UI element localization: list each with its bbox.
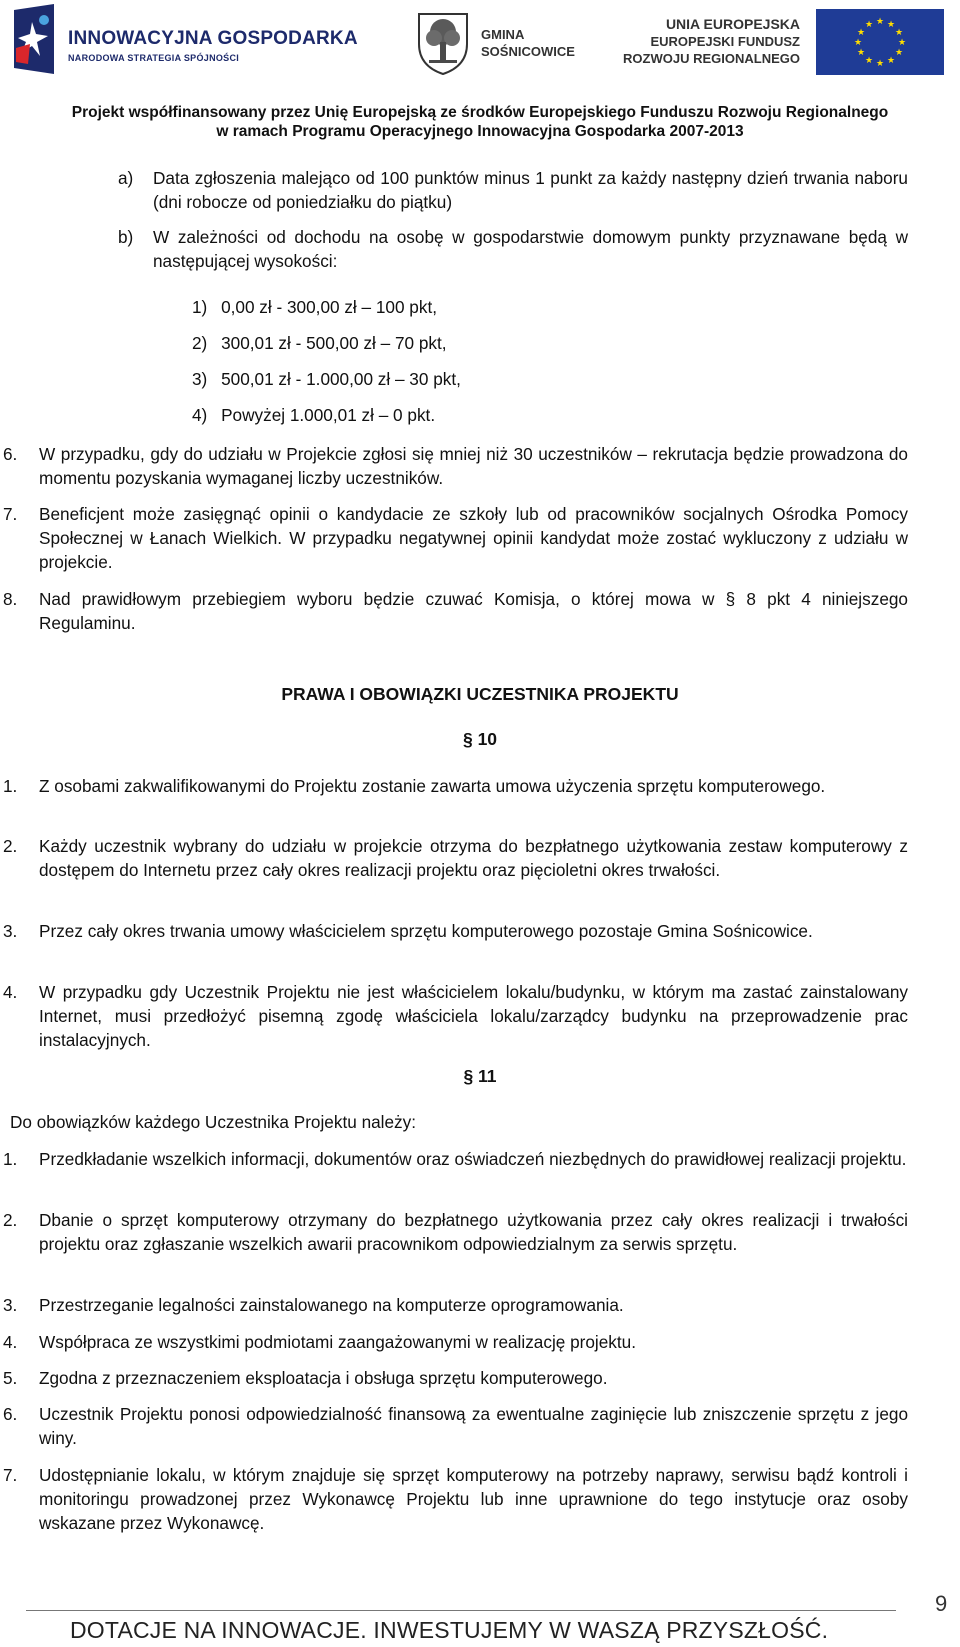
svg-text:★: ★ [886,20,896,30]
list-item [3,587,908,635]
list-item [3,442,908,490]
list-item-text: Z osobami zakwalifikowanymi do Projektu zostanie zawarta umowa użyczenia sprzętu komputerowego. [39,776,826,796]
ig-logo-subtitle: NARODOWA STRATEGIA SPÓJNOŚCI [68,53,240,63]
sub-item [118,225,908,273]
innowacyjna-gospodarka-logo [10,4,358,78]
header-caption-line2: w ramach Programu Operacyjnego Innowacyjna Gospodarka 2007-2013 [216,123,744,140]
list-item-number: 7. [3,1465,18,1485]
section-heading: PRAWA I OBOWIĄZKI UCZESTNIKA PROJEKTU [281,684,679,704]
income-item-label: 3) [192,369,208,389]
eu-logo-line1: UNIA EUROPEJSKA [665,16,800,32]
list-item [3,1208,908,1256]
list-item [3,919,908,943]
income-item-label: 4) [192,405,208,425]
list-item-number: 4. [3,1332,18,1352]
eu-logo [623,8,948,78]
ig-emblem-icon [10,4,60,76]
list-item [3,774,908,798]
list-item-number: 8. [3,589,18,609]
section-11-marker: § 11 [463,1066,497,1086]
list-item-text: Beneficjent może zasięgnąć opinii o kandydacie ze szkoły lub od pracowników socjalnych Ośrodka Pomocy Społecznej w Łanach Wielkich. W przypadku negatywnej opinii kandydat może zostać wykluczony z udziału w projekcie. [39,504,908,572]
gmina-logo-line2: SOŚNICOWICE [481,44,575,59]
income-list-item [192,331,447,355]
list-item-text: Udostępnianie lokalu, w którym znajduje się sprzęt komputerowy na potrzeby naprawy, serwisu bądź kontroli i monitoringu prowadzonej przez Wykonawcę Projektu lub inne uprawnione do tego instytucje oraz osoby wskazane przez Wykonawcę. [39,1465,908,1533]
list-item-number: 1. [3,1149,18,1169]
list-item-text: Zgodna z przeznaczeniem eksploatacja i obsługa sprzętu komputerowego. [39,1368,608,1388]
list-item-number: 1. [3,776,18,796]
list-item-text: Uczestnik Projektu ponosi odpowiedzialność finansową za ewentualne zaginięcie lub zniszczenie sprzętu z jego winy. [39,1404,908,1448]
income-list-item [192,367,461,391]
coat-of-arms-icon [415,10,471,76]
svg-text:★: ★ [853,38,863,48]
footer-divider [26,1610,896,1611]
list-item [3,1147,908,1171]
list-item-text: Przez cały okres trwania umowy właścicielem sprzętu komputerowego pozostaje Gmina Sośnicowice. [39,921,813,941]
svg-text:★: ★ [856,28,866,38]
sub-item-text: Data zgłoszenia malejąco od 100 punktów minus 1 punkt za każdy następny dzień trwania naboru (dni robocze od poniedziałku do piątku) [153,168,908,212]
svg-text:★: ★ [894,48,904,58]
section-11-intro: Do obowiązków każdego Uczestnika Projektu należy: [10,1112,417,1132]
list-item-number: 2. [3,836,18,856]
gmina-logo-line1: GMINA [481,27,525,42]
svg-text:★: ★ [864,56,874,66]
svg-text:★: ★ [856,48,866,58]
gmina-sosnicowice-logo [415,10,595,80]
list-item-text: Przedkładanie wszelkich informacji, dokumentów oraz oświadczeń niezbędnych do prawidłowej realizacji projektu. [39,1149,907,1169]
header-caption [0,103,960,141]
eu-flag-icon [816,9,944,75]
list-item-number: 2. [3,1210,18,1230]
list-item-text: Każdy uczestnik wybrany do udziału w projekcie otrzyma do bezpłatnego użytkowania zestaw komputerowy z dostępem do Internetu przez cały okres realizacji projektu oraz pięcioletni okres trwałości. [39,836,908,880]
svg-text:★: ★ [886,56,896,66]
list-item-number: 4. [3,982,18,1002]
list-item [3,834,908,882]
income-list-item [192,295,437,319]
list-item-text: W przypadku gdy Uczestnik Projektu nie jest właścicielem lokalu/budynku, w którym ma zastać zainstalowany Internet, musi przedłożyć pisemną zgodę właściciela lokalu/zarządcy budynku na przeprowadzenie prac instalacyjnych. [39,982,908,1050]
svg-text:★: ★ [875,59,885,69]
income-list-item [192,403,435,427]
list-item-number: 5. [3,1368,18,1388]
income-item-text: 300,01 zł - 500,00 zł – 70 pkt, [221,333,447,353]
svg-text:★: ★ [875,17,885,27]
list-item-text: Współpraca ze wszystkimi podmiotami zaangażowanymi w realizację projektu. [39,1332,637,1352]
income-item-label: 2) [192,333,208,353]
list-item [3,1330,908,1354]
list-item [3,1463,908,1535]
eu-logo-line2: EUROPEJSKI FUNDUSZ [650,34,800,49]
section-10-marker: § 10 [462,729,498,749]
income-item-label: 1) [192,297,208,317]
list-item [3,1366,908,1390]
list-item-number: 3. [3,921,18,941]
list-item [3,1402,908,1450]
header-caption-line1: Projekt współfinansowany przez Unię Europejską ze środków Europejskiego Funduszu Rozwoju Regionalnego [71,104,889,121]
list-item-text: Nad prawidłowym przebiegiem wyboru będzie czuwać Komisja, o której mowa w § 8 pkt 4 niniejszego Regulaminu. [39,589,908,633]
svg-text:★: ★ [894,28,904,38]
svg-text:★: ★ [897,38,907,48]
sub-item-label: a) [118,168,134,188]
list-item-text: Dbanie o sprzęt komputerowy otrzymany do bezpłatnego użytkowania przez cały okres realizacji i trwałości projektu oraz zgłaszanie wszelkich awarii pracownikom odpowiedzialnym za serwis sprzętu. [39,1210,908,1254]
list-item-number: 3. [3,1295,18,1315]
sub-item-label: b) [118,227,134,247]
list-item-number: 7. [3,504,18,524]
sub-item [118,166,908,214]
list-item-text: W przypadku, gdy do udziału w Projekcie zgłosi się mniej niż 30 uczestników – rekrutacja będzie prowadzona do momentu pozyskania wymaganej liczby uczestników. [39,444,908,488]
list-item [3,502,908,574]
footer-slogan: DOTACJE NA INNOWACJE. INWESTUJEMY W WASZĄ PRZYSZŁOŚĆ. [70,1617,829,1643]
list-item-number: 6. [3,444,18,464]
list-item-number: 6. [3,1404,18,1424]
income-item-text: Powyżej 1.000,01 zł – 0 pkt. [221,405,436,425]
income-item-text: 500,01 zł - 1.000,00 zł – 30 pkt, [221,369,461,389]
page-number: 9 [935,1591,948,1616]
ig-logo-title: INNOWACYJNA GOSPODARKA [68,28,358,49]
list-item [3,1293,908,1317]
list-item [3,980,908,1052]
eu-logo-line3: ROZWOJU REGIONALNEGO [623,51,800,66]
sub-item-text: W zależności od dochodu na osobę w gospodarstwie domowym punkty przyznawane będą w następującej wysokości: [153,227,908,271]
income-item-text: 0,00 zł - 300,00 zł – 100 pkt, [221,297,438,317]
svg-text:★: ★ [864,20,874,30]
list-item-text: Przestrzeganie legalności zainstalowanego na komputerze oprogramowania. [39,1295,624,1315]
